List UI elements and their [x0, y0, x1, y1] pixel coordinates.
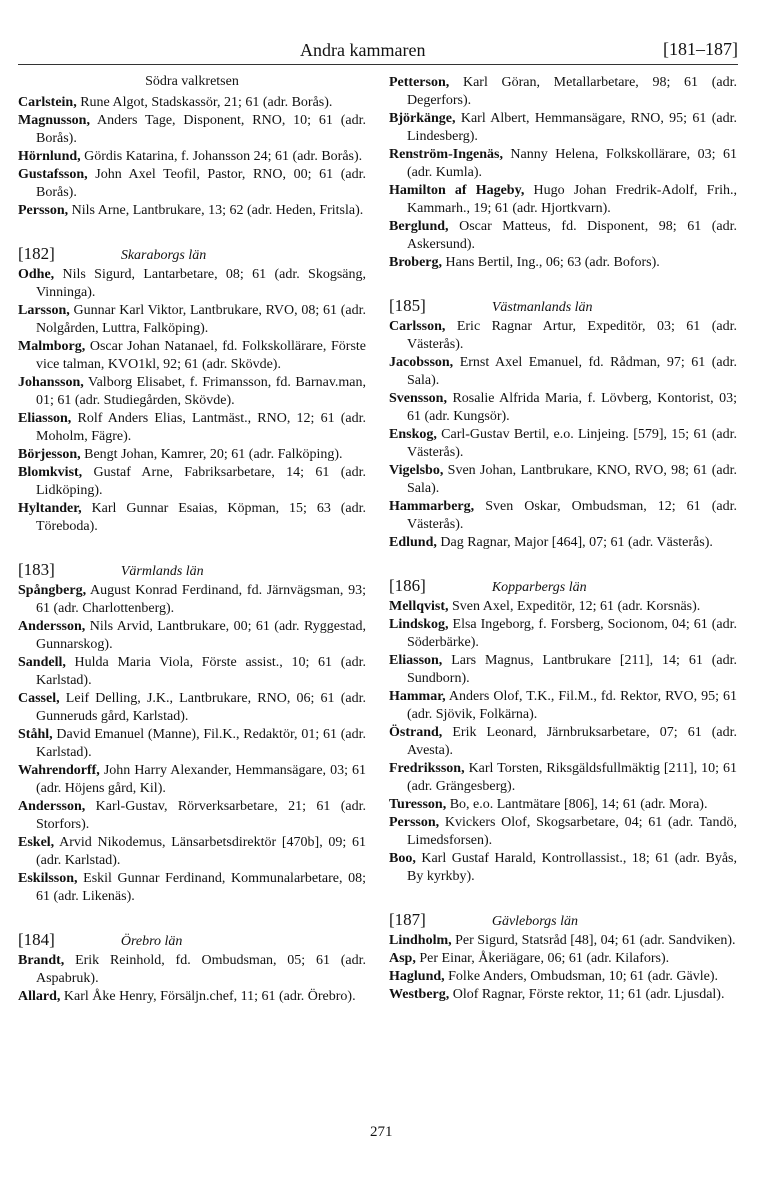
- member-details: Karl Albert, Hemmansägare, RNO, 95; 61 (adr. Lindesberg).: [407, 111, 738, 144]
- member-entry: [18, 798, 366, 834]
- member-details: Erik Leonard, Järnbruksarbetare, 07; 61 (adr. Avesta).: [407, 725, 738, 758]
- member-entry: [18, 834, 366, 870]
- member-entry: [18, 762, 366, 798]
- member-surname: Enskog,: [389, 427, 437, 442]
- section-title: Västmanlands län: [491, 300, 593, 315]
- member-surname: Blomkvist,: [18, 465, 83, 480]
- member-surname: Mellqvist,: [389, 599, 449, 614]
- member-entry: [389, 534, 737, 552]
- member-details: Anders Olof, T.K., Fil.M., fd. Rektor, RVO, 95; 61 (adr. Sjövik, Folkärna).: [407, 689, 738, 722]
- entry-list: [389, 598, 737, 886]
- member-surname: Wahrendorff,: [18, 763, 100, 778]
- section-heading-186: [389, 576, 737, 596]
- member-details: Per Einar, Åkeriägare, 06; 61 (adr. Kilafors).: [419, 951, 670, 966]
- member-entry: [18, 952, 366, 988]
- member-details: Gustaf Arne, Fabriksarbetare, 14; 61 (adr. Lidköping).: [36, 465, 366, 498]
- entry-list: [18, 94, 366, 220]
- member-details: Hans Bertil, Ing., 06; 63 (adr. Bofors).: [445, 255, 660, 270]
- member-details: Sven Axel, Expeditör, 12; 61 (adr. Korsnäs).: [452, 599, 701, 614]
- member-surname: Fredriksson,: [389, 761, 465, 776]
- member-entry: [389, 950, 737, 968]
- member-entry: [389, 426, 737, 462]
- section-heading-187: [389, 910, 737, 930]
- member-details: Folke Anders, Ombudsman, 10; 61 (adr. Gävle).: [448, 969, 718, 984]
- member-entry: [18, 266, 366, 302]
- member-surname: Eskilsson,: [18, 871, 78, 886]
- member-surname: Westberg,: [389, 987, 450, 1002]
- member-details: Rosalie Alfrida Maria, f. Lövberg, Kontorist, 03; 61 (adr. Kungsör).: [407, 391, 737, 424]
- member-entry: [18, 302, 366, 338]
- section-number: [186]: [389, 576, 426, 595]
- member-entry: [389, 932, 737, 950]
- member-details: Anders Tage, Disponent, RNO, 10; 61 (adr. Borås).: [36, 113, 366, 146]
- member-details: Eric Ragnar Artur, Expeditör, 03; 61 (adr. Västerås).: [407, 319, 737, 352]
- section-number: [187]: [389, 910, 426, 929]
- member-entry: [18, 374, 366, 410]
- member-details: Karl Torsten, Riksgäldsfullmäktig [211], 10; 61 (adr. Grängesberg).: [407, 761, 737, 794]
- right-column: [389, 74, 737, 1004]
- member-details: Nanny Helena, Folkskollärare, 03; 61 (adr. Kumla).: [407, 147, 737, 180]
- section-title: Skaraborgs län: [120, 248, 207, 263]
- member-entry: [389, 318, 737, 354]
- page-header-range: [181–187]: [663, 39, 738, 59]
- member-surname: Vigelsbo,: [389, 463, 444, 478]
- entry-list: [389, 932, 737, 1004]
- member-surname: Odhe,: [18, 267, 55, 282]
- member-surname: Petterson,: [389, 75, 450, 90]
- member-entry: [18, 338, 366, 374]
- member-entry: [18, 94, 366, 112]
- member-details: Rolf Anders Elias, Lantmäst., RNO, 12; 61 (adr. Moholm, Fägre).: [36, 411, 367, 444]
- member-details: August Konrad Ferdinand, fd. Järnvägsman, 93; 61 (adr. Charlottenberg).: [36, 583, 366, 616]
- member-surname: Sandell,: [18, 655, 66, 670]
- member-surname: Lindskog,: [389, 617, 449, 632]
- section-number: [184]: [18, 930, 55, 949]
- member-details: Leif Delling, J.K., Lantbrukare, RNO, 06; 61 (adr. Gunneruds gård, Karlstad).: [36, 691, 366, 724]
- member-surname: Haglund,: [389, 969, 445, 984]
- member-surname: Cassel,: [18, 691, 60, 706]
- entry-list: [18, 266, 366, 536]
- subsection-title: Södra valkretsen: [145, 74, 239, 89]
- member-surname: Börjesson,: [18, 447, 81, 462]
- member-details: John Axel Teofil, Pastor, RNO, 00; 61 (adr. Borås).: [36, 167, 366, 200]
- member-surname: Brandt,: [18, 953, 65, 968]
- member-details: Valborg Elisabet, f. Frimansson, fd. Barnav.man, 01; 61 (adr. Studiegården, Skövde).: [36, 375, 367, 408]
- member-surname: Carlstein,: [18, 95, 77, 110]
- member-surname: Hammarberg,: [389, 499, 475, 514]
- member-surname: Eliasson,: [18, 411, 72, 426]
- member-entry: [389, 688, 737, 724]
- section-title: Örebro län: [120, 934, 183, 949]
- section-number: [182]: [18, 244, 55, 263]
- member-details: Arvid Nikodemus, Länsarbetsdirektör [470b], 09; 61 (adr. Karlstad).: [36, 835, 367, 868]
- member-surname: Hammar,: [389, 689, 446, 704]
- member-entry: [18, 618, 366, 654]
- member-details: Olof Ragnar, Förste rektor, 11; 61 (adr. Ljusdal).: [452, 987, 725, 1002]
- section-number: [185]: [389, 296, 426, 315]
- member-entry: [389, 986, 737, 1004]
- left-column: [18, 74, 366, 1006]
- member-entry: [18, 870, 366, 906]
- member-details: Oscar Matteus, fd. Disponent, 98; 61 (adr. Askersund).: [407, 219, 738, 252]
- member-details: Sven Johan, Lantbrukare, KNO, RVO, 98; 61 (adr. Sala).: [407, 463, 738, 496]
- entry-list: [18, 582, 366, 906]
- member-entry: [389, 74, 737, 110]
- member-surname: Magnusson,: [18, 113, 90, 128]
- member-details: David Emanuel (Manne), Fil.K., Redaktör, 01; 61 (adr. Karlstad).: [36, 727, 366, 760]
- member-entry: [389, 354, 737, 390]
- member-entry: [389, 498, 737, 534]
- member-details: Ernst Axel Emanuel, fd. Rådman, 97; 61 (adr. Sala).: [407, 355, 737, 388]
- section-heading-184: [18, 930, 366, 950]
- member-details: Bo, e.o. Lantmätare [806], 14; 61 (adr. Mora).: [449, 797, 708, 812]
- member-surname: Spångberg,: [18, 583, 87, 598]
- member-entry: [389, 760, 737, 796]
- member-surname: Berglund,: [389, 219, 449, 234]
- member-entry: [389, 796, 737, 814]
- section-title: Kopparbergs län: [491, 580, 587, 595]
- member-entry: [389, 110, 737, 146]
- member-details: Gunnar Karl Viktor, Lantbrukare, RVO, 08; 61 (adr. Nolgården, Luttra, Falköping).: [36, 303, 366, 336]
- member-entry: [18, 148, 366, 166]
- member-surname: Asp,: [389, 951, 416, 966]
- member-details: Karl Åke Henry, Försäljn.chef, 11; 61 (adr. Örebro).: [63, 989, 356, 1004]
- member-entry: [389, 254, 737, 272]
- member-surname: Eliasson,: [389, 653, 443, 668]
- member-entry: [18, 582, 366, 618]
- member-entry: [389, 724, 737, 760]
- header-divider: [18, 64, 738, 65]
- member-details: Gördis Katarina, f. Johansson 24; 61 (adr. Borås).: [84, 149, 363, 164]
- member-entry: [389, 218, 737, 254]
- member-entry: [18, 202, 366, 220]
- member-surname: Allard,: [18, 989, 61, 1004]
- member-details: Kvickers Olof, Skogsarbetare, 04; 61 (adr. Tandö, Limedsforsen).: [407, 815, 737, 848]
- member-details: Rune Algot, Stadskassör, 21; 61 (adr. Borås).: [80, 95, 333, 110]
- member-details: John Harry Alexander, Hemmansägare, 03; 61 (adr. Höjens gård, Kil).: [36, 763, 367, 796]
- member-entry: [389, 390, 737, 426]
- member-surname: Andersson,: [18, 799, 86, 814]
- member-entry: [18, 112, 366, 148]
- page-header-title: Andra kammaren: [300, 40, 426, 60]
- member-surname: Johansson,: [18, 375, 84, 390]
- member-details: Nils Arvid, Lantbrukare, 00; 61 (adr. Ryggestad, Gunnarskog).: [36, 619, 367, 652]
- member-surname: Broberg,: [389, 255, 443, 270]
- member-details: Eskil Gunnar Ferdinand, Kommunalarbetare, 08; 61 (adr. Likenäs).: [36, 871, 366, 904]
- member-surname: Renström-Ingenäs,: [389, 147, 503, 162]
- member-surname: Persson,: [18, 203, 69, 218]
- member-surname: Gustafsson,: [18, 167, 88, 182]
- member-details: Per Sigurd, Statsråd [48], 04; 61 (adr. Sandviken).: [455, 933, 736, 948]
- member-surname: Lindholm,: [389, 933, 452, 948]
- member-surname: Persson,: [389, 815, 440, 830]
- page-number: 271: [370, 1124, 393, 1140]
- member-surname: Svensson,: [389, 391, 447, 406]
- member-surname: Carlsson,: [389, 319, 446, 334]
- member-details: Erik Reinhold, fd. Ombudsman, 05; 61 (adr. Aspabruk).: [36, 953, 367, 986]
- entry-list: [389, 318, 737, 552]
- section-title: Gävleborgs län: [491, 914, 579, 929]
- entry-list: [18, 952, 366, 1006]
- member-entry: [18, 446, 366, 464]
- member-surname: Malmborg,: [18, 339, 86, 354]
- member-details: Karl Gunnar Esaias, Köpman, 15; 63 (adr. Töreboda).: [36, 501, 366, 534]
- member-details: Karl-Gustav, Rörverksarbetare, 21; 61 (adr. Storfors).: [36, 799, 366, 832]
- member-entry: [389, 598, 737, 616]
- section-heading-185: [389, 296, 737, 316]
- member-surname: Jacobsson,: [389, 355, 454, 370]
- member-entry: [389, 968, 737, 986]
- member-details: Karl Gustaf Harald, Kontrollassist., 18; 61 (adr. Byås, By kyrkby).: [407, 851, 737, 884]
- section-title: Värmlands län: [120, 564, 204, 579]
- member-entry: [18, 464, 366, 500]
- member-surname: Björkänge,: [389, 111, 456, 126]
- member-surname: Ståhl,: [18, 727, 53, 742]
- member-surname: Edlund,: [389, 535, 437, 550]
- member-details: Lars Magnus, Lantbrukare [211], 14; 61 (adr. Sundborn).: [407, 653, 737, 686]
- member-surname: Hamilton af Hageby,: [389, 183, 525, 198]
- member-surname: Boo,: [389, 851, 416, 866]
- member-entry: [389, 814, 737, 850]
- member-surname: Hyltander,: [18, 501, 82, 516]
- member-details: Elsa Ingeborg, f. Forsberg, Socionom, 04; 61 (adr. Söderbärke).: [407, 617, 737, 650]
- section-heading-182: [18, 244, 366, 264]
- member-details: Nils Sigurd, Lantarbetare, 08; 61 (adr. Skogsäng, Vinninga).: [36, 267, 366, 300]
- member-entry: [389, 146, 737, 182]
- member-details: Nils Arne, Lantbrukare, 13; 62 (adr. Heden, Fritsla).: [71, 203, 364, 218]
- member-surname: Turesson,: [389, 797, 447, 812]
- member-entry: [18, 654, 366, 690]
- member-details: Hulda Maria Viola, Förste assist., 10; 61 (adr. Karlstad).: [36, 655, 366, 688]
- member-entry: [389, 182, 737, 218]
- member-surname: Andersson,: [18, 619, 86, 634]
- member-entry: [18, 500, 366, 536]
- member-surname: Hörnlund,: [18, 149, 81, 164]
- section-number: [183]: [18, 560, 55, 579]
- member-entry: [18, 410, 366, 446]
- member-entry: [18, 690, 366, 726]
- member-entry: [389, 652, 737, 688]
- member-entry: [389, 850, 737, 886]
- member-entry: [18, 726, 366, 762]
- member-details: Bengt Johan, Kamrer, 20; 61 (adr. Falköping).: [84, 447, 343, 462]
- section-heading-183: [18, 560, 366, 580]
- member-details: Dag Ragnar, Major [464], 07; 61 (adr. Västerås).: [440, 535, 713, 550]
- entry-list: [389, 74, 737, 272]
- member-entry: [389, 616, 737, 652]
- member-entry: [18, 988, 366, 1006]
- member-details: Sven Oskar, Ombudsman, 12; 61 (adr. Västerås).: [407, 499, 737, 532]
- member-surname: Larsson,: [18, 303, 70, 318]
- member-entry: [389, 462, 737, 498]
- member-details: Oscar Johan Natanael, fd. Folkskollärare, Förste vice talman, KVO1kl, 92; 61 (adr. Skövde).: [36, 339, 366, 372]
- member-entry: [18, 166, 366, 202]
- member-surname: Eskel,: [18, 835, 55, 850]
- member-surname: Östrand,: [389, 725, 443, 740]
- member-details: Carl-Gustav Bertil, e.o. Linjeing. [579], 15; 61 (adr. Västerås).: [407, 427, 737, 460]
- member-details: Karl Göran, Metallarbetare, 98; 61 (adr. Degerfors).: [407, 75, 737, 108]
- member-details: Hugo Johan Fredrik-Adolf, Frih., Kammarh., 19; 61 (adr. Hjortkvarn).: [407, 183, 738, 216]
